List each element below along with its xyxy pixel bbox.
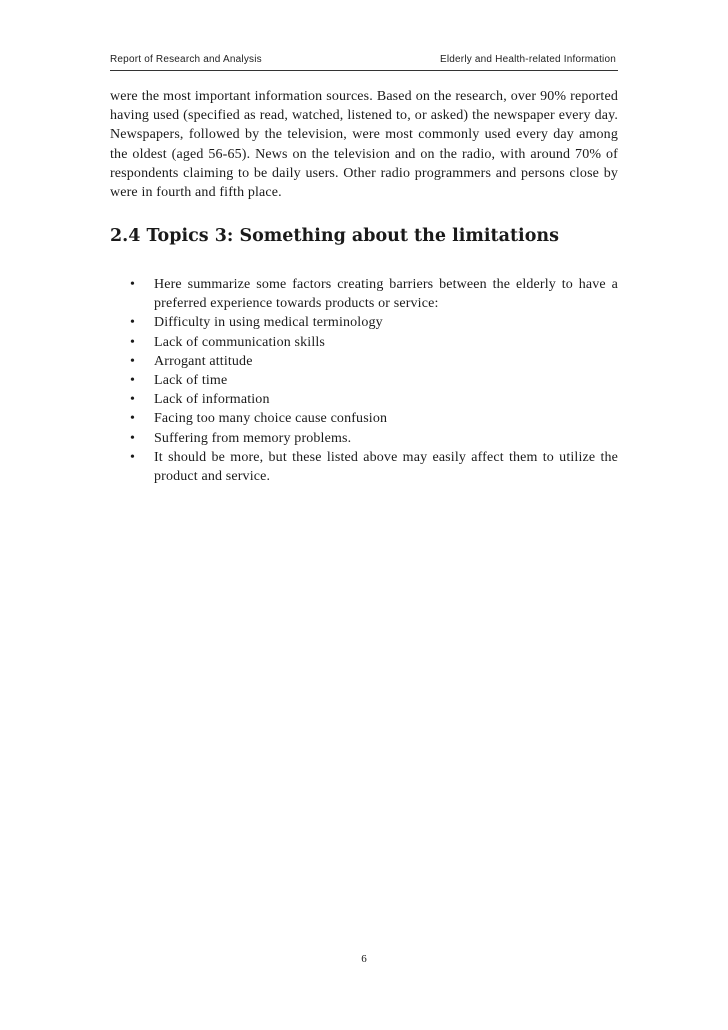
list-item (110, 352, 618, 371)
list-item (110, 275, 618, 313)
list-item (110, 371, 618, 390)
bullet-icon: • (130, 353, 136, 369)
bullet-icon: • (130, 373, 136, 389)
header-right-title: Elderly and Health-related Information (439, 54, 616, 65)
bullet-icon: • (130, 411, 136, 427)
list-item (110, 448, 618, 486)
bullet-icon: • (130, 449, 136, 465)
list-item-text: It should be more, but these listed above may easily affect them to utilize the product and service. (154, 449, 618, 485)
list-item (110, 409, 618, 428)
bullet-icon: • (130, 277, 136, 292)
bullet-icon: • (130, 334, 136, 350)
page-number: 6 (361, 953, 367, 965)
list-item (110, 390, 618, 409)
page-header (110, 50, 618, 71)
body-paragraph: were the most important information sources. Based on the research, over 90% reported having used (specified as read, watched, listened to, or asked) the newspaper every day. Newspapers, followed by the television, were most commonly used every day among the oldest (aged 56-65). News on the television and on the radio, with around 70% of respondents claiming to be daily users. Other radio programmers and persons close by were in fourth and fifth place. (110, 89, 618, 201)
list-item-text: Arrogant attitude (154, 353, 253, 369)
list-item-text: Facing too many choice cause confusion (154, 411, 388, 427)
bullet-icon: • (130, 392, 136, 408)
list-item (110, 313, 618, 332)
bullet-icon: • (130, 430, 136, 446)
list-item-text: Lack of information (154, 392, 270, 408)
list-item (110, 333, 618, 352)
section-heading: 2.4 Topics 3: Something about the limitations (110, 226, 559, 246)
list-item-text: Suffering from memory problems. (154, 430, 352, 446)
header-left-title: Report of Research and Analysis (110, 54, 262, 65)
bullet-icon: • (130, 315, 136, 331)
list-item-text: Lack of time (154, 373, 228, 389)
list-item-text: Here summarize some factors creating barriers between the elderly to have a preferred experience towards products or service: (154, 277, 618, 312)
list-item-text: Difficulty in using medical terminology (154, 315, 383, 331)
bullet-list (110, 275, 618, 486)
list-item (110, 429, 618, 448)
list-item-text: Lack of communication skills (154, 334, 325, 350)
